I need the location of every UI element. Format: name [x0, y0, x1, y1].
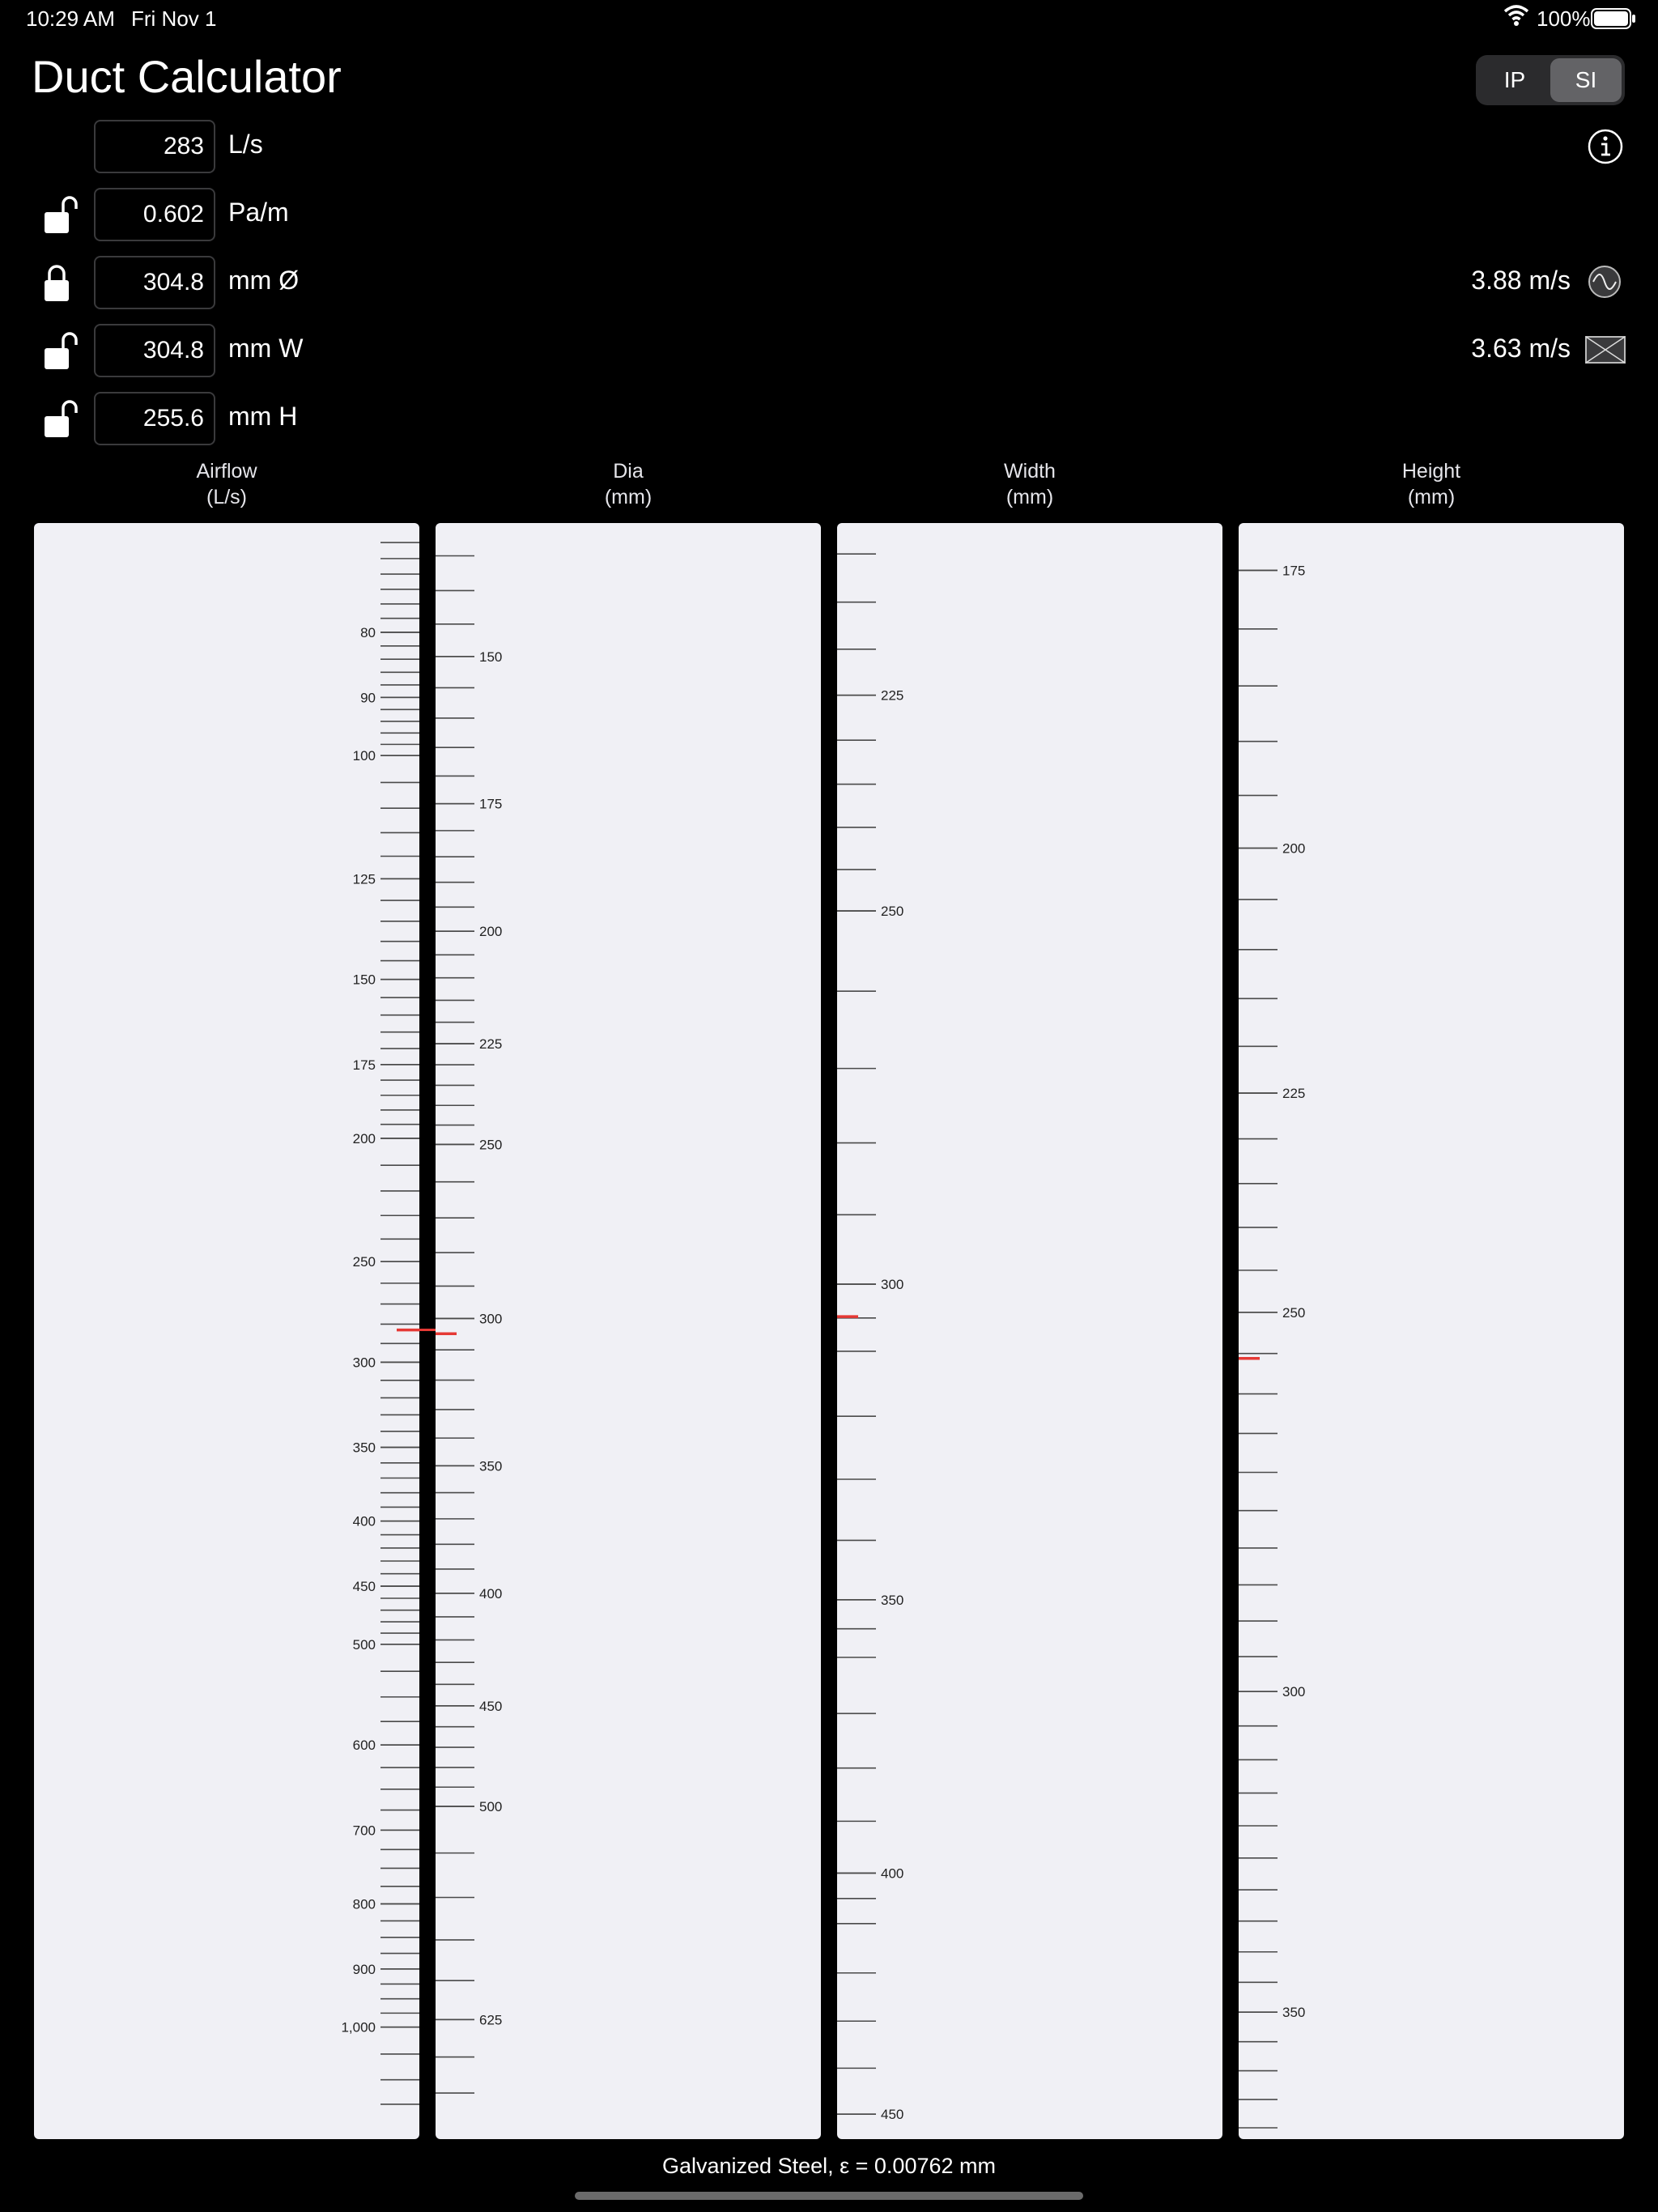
width-tick-label: 250	[881, 904, 904, 920]
width-column-header	[908, 458, 1151, 510]
airflow-column-header	[105, 458, 348, 510]
info-icon[interactable]	[1587, 128, 1624, 169]
airflow-tick-label: 700	[352, 1823, 376, 1839]
airflow-tick-label: 250	[352, 1254, 376, 1270]
height-tick-label: 175	[1282, 563, 1306, 579]
dia-tick-label: 150	[479, 649, 503, 665]
airflow-tick-label: 100	[352, 748, 376, 764]
width-unlock-icon[interactable]	[42, 330, 83, 371]
dia-column-unit: (mm)	[604, 486, 653, 508]
width-scale-panel[interactable]	[837, 523, 1222, 2139]
airflow-scale-panel[interactable]	[34, 523, 419, 2139]
airflow-unit: L/s	[228, 130, 263, 159]
dia-tick-label: 500	[479, 1799, 503, 1815]
airflow-tick-label: 90	[360, 690, 376, 706]
units-segmented-control	[1476, 55, 1625, 105]
dia-tick-label: 200	[479, 924, 503, 940]
dia-column-header	[507, 458, 750, 510]
app-title: Duct Calculator	[32, 51, 342, 102]
battery-percent: 100%	[1537, 6, 1591, 31]
airflow-scale[interactable]	[34, 523, 419, 2139]
height-scale[interactable]	[1239, 523, 1624, 2139]
width-input[interactable]: 304.8	[94, 324, 215, 377]
height-unlock-icon[interactable]	[42, 398, 83, 439]
airflow-column-unit: (L/s)	[206, 486, 247, 508]
home-indicator[interactable]	[575, 2192, 1083, 2200]
round-duct-icon	[1587, 264, 1622, 304]
height-unit: mm H	[228, 402, 298, 431]
material-footer: Galvanized Steel, ε = 0.00762 mm	[661, 2154, 996, 2178]
airflow-tick-label: 600	[352, 1738, 376, 1754]
divider-current-marker	[419, 1329, 436, 1331]
width-tick-label: 450	[881, 2107, 904, 2123]
rectangular-duct-icon	[1584, 335, 1626, 368]
width-scale[interactable]	[837, 523, 1222, 2139]
airflow-tick-label: 175	[352, 1057, 376, 1073]
dia-tick-label: 350	[479, 1458, 503, 1474]
dia-tick-label: 400	[479, 1585, 503, 1602]
width-tick-label: 225	[881, 687, 904, 704]
airflow-column-title: Airflow	[196, 460, 257, 483]
airflow-tick-label: 800	[352, 1896, 376, 1912]
dia-tick-label: 250	[479, 1137, 503, 1153]
status-time: 10:29 AM	[26, 6, 115, 31]
battery-icon	[1591, 8, 1636, 33]
height-column-header	[1310, 458, 1553, 510]
width-tick-label: 400	[881, 1865, 904, 1882]
dia-tick-label: 300	[479, 1311, 503, 1327]
friction-unit: Pa/m	[228, 198, 289, 227]
diameter-input[interactable]: 304.8	[94, 256, 215, 309]
height-column-unit: (mm)	[1407, 486, 1456, 508]
airflow-tick-label: 400	[352, 1513, 376, 1529]
height-column-title: Height	[1401, 460, 1461, 483]
height-tick-label: 225	[1282, 1086, 1306, 1102]
airflow-tick-label: 200	[352, 1130, 376, 1146]
dia-tick-label: 225	[479, 1036, 503, 1053]
height-scale-panel[interactable]	[1239, 523, 1624, 2139]
airflow-tick-label: 80	[360, 624, 376, 640]
dia-tick-label: 175	[479, 796, 503, 812]
airflow-input[interactable]: 283	[94, 120, 215, 173]
dia-tick-label: 625	[479, 2012, 503, 2028]
airflow-tick-label: 900	[352, 1961, 376, 1977]
diameter-unit: mm Ø	[228, 266, 300, 295]
height-tick-label: 200	[1282, 840, 1306, 857]
diameter-lock-icon[interactable]	[42, 262, 83, 303]
status-date: Fri Nov 1	[131, 6, 217, 31]
dia-scale[interactable]	[436, 523, 821, 2139]
friction-unlock-icon[interactable]	[42, 194, 83, 235]
dia-scale-panel[interactable]	[436, 523, 821, 2139]
round-velocity: 3.88 m/s	[1471, 266, 1571, 295]
airflow-tick-label: 500	[352, 1636, 376, 1653]
dia-tick-label: 450	[479, 1698, 503, 1714]
height-tick-label: 300	[1282, 1684, 1306, 1700]
airflow-tick-label: 1,000	[341, 2019, 376, 2035]
units-si-button[interactable]: SI	[1550, 58, 1622, 102]
dia-column-title: Dia	[613, 460, 644, 483]
units-ip-button[interactable]: IP	[1503, 67, 1526, 92]
rect-velocity: 3.63 m/s	[1471, 334, 1571, 363]
friction-input[interactable]: 0.602	[94, 188, 215, 241]
wifi-icon	[1503, 3, 1529, 33]
width-tick-label: 350	[881, 1592, 904, 1608]
height-input[interactable]: 255.6	[94, 392, 215, 445]
airflow-tick-label: 350	[352, 1440, 376, 1456]
airflow-tick-label: 150	[352, 972, 376, 988]
width-unit: mm W	[228, 334, 304, 363]
airflow-tick-label: 450	[352, 1579, 376, 1595]
airflow-tick-label: 125	[352, 871, 376, 887]
airflow-tick-label: 300	[352, 1355, 376, 1371]
height-tick-label: 250	[1282, 1304, 1306, 1321]
width-tick-label: 300	[881, 1277, 904, 1293]
height-tick-label: 350	[1282, 2005, 1306, 2021]
width-column-title: Width	[1004, 460, 1056, 483]
width-column-unit: (mm)	[1005, 486, 1054, 508]
